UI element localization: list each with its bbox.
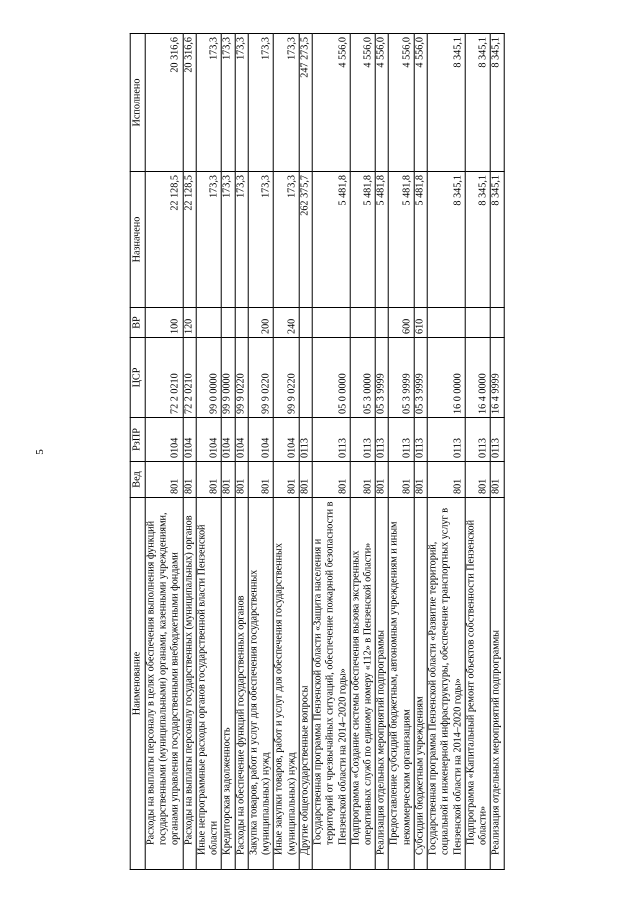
cell-executed: 4 556,0 <box>414 34 427 172</box>
cell-csr: 05 3 9999 <box>389 338 414 418</box>
table-row <box>427 34 465 870</box>
cell-vr <box>196 308 221 338</box>
cell-assigned: 173,3 <box>248 172 273 308</box>
cell-rzpr: 0113 <box>427 418 465 462</box>
cell-name: Государственная программа Пензенской области «Развитие территорий, социальной и инженерной инфраструктуры, обеспечение транспортных услуг в Пензенской области на 2014–2020 годы» <box>427 498 465 870</box>
cell-rzpr: 0113 <box>389 418 414 462</box>
cell-csr: 05 3 0000 <box>350 338 375 418</box>
table-row <box>299 34 312 870</box>
cell-vr: 600 <box>389 308 414 338</box>
cell-assigned: 8 345,1 <box>465 172 490 308</box>
budget-table <box>130 33 505 870</box>
cell-rzpr: 0113 <box>465 418 490 462</box>
cell-vr <box>350 308 375 338</box>
cell-executed: 4 556,0 <box>375 34 388 172</box>
cell-rzpr: 0113 <box>299 418 312 462</box>
cell-ved: 801 <box>183 462 196 498</box>
cell-executed: 8 345,1 <box>427 34 465 172</box>
cell-ved: 801 <box>196 462 221 498</box>
table-row <box>465 34 490 870</box>
cell-ved: 801 <box>145 462 183 498</box>
cell-csr: 72 2 0210 <box>145 338 183 418</box>
column-header-vr: ВР <box>130 308 145 338</box>
cell-assigned: 262 375,7 <box>299 172 312 308</box>
cell-executed: 173,3 <box>196 34 221 172</box>
cell-executed: 8 345,1 <box>465 34 490 172</box>
cell-ved: 801 <box>491 462 504 498</box>
cell-vr <box>235 308 248 338</box>
table-row <box>183 34 196 870</box>
cell-vr: 120 <box>183 308 196 338</box>
cell-name: Иные непрограммные расходы органов государственной власти Пензенской области <box>196 498 221 870</box>
cell-name: Предоставление субсидий бюджетным, автономным учреждениям и иным некоммерческим организациям <box>389 498 414 870</box>
cell-ved: 801 <box>235 462 248 498</box>
cell-rzpr: 0104 <box>248 418 273 462</box>
cell-assigned: 8 345,1 <box>491 172 504 308</box>
cell-ved: 801 <box>465 462 490 498</box>
cell-name: Расходы на выплаты персоналу государственных (муниципальных) органов <box>183 498 196 870</box>
page-number: 5 <box>34 449 46 455</box>
table-row <box>235 34 248 870</box>
table-row <box>222 34 235 870</box>
cell-rzpr: 0104 <box>274 418 299 462</box>
cell-executed: 8 345,1 <box>491 34 504 172</box>
cell-rzpr: 0113 <box>375 418 388 462</box>
table-row <box>312 34 350 870</box>
cell-rzpr: 0113 <box>350 418 375 462</box>
cell-assigned: 5 481,8 <box>414 172 427 308</box>
cell-assigned: 22 128,5 <box>145 172 183 308</box>
cell-ved: 801 <box>375 462 388 498</box>
cell-ved: 801 <box>248 462 273 498</box>
cell-vr <box>465 308 490 338</box>
cell-assigned: 173,3 <box>235 172 248 308</box>
cell-assigned: 173,3 <box>196 172 221 308</box>
cell-rzpr: 0104 <box>235 418 248 462</box>
cell-executed: 247 273,5 <box>299 34 312 172</box>
cell-name: Подпрограмма «Капитальный ремонт объектов собственности Пензенской области» <box>465 498 490 870</box>
cell-rzpr: 0104 <box>222 418 235 462</box>
cell-rzpr: 0104 <box>145 418 183 462</box>
cell-csr: 99 0 0000 <box>196 338 221 418</box>
column-header-assigned: Назначено <box>130 172 145 308</box>
cell-ved: 801 <box>222 462 235 498</box>
cell-assigned: 5 481,8 <box>312 172 350 308</box>
cell-csr: 16 4 0000 <box>465 338 490 418</box>
cell-ved: 801 <box>274 462 299 498</box>
document-page <box>130 34 505 870</box>
cell-ved: 801 <box>299 462 312 498</box>
cell-rzpr: 0113 <box>491 418 504 462</box>
cell-name: Подпрограмма «Создание системы обеспечения вызова экстренных оперативных служб по единому номеру «112» в Пензенской области» <box>350 498 375 870</box>
cell-name: Расходы на выплаты персоналу в целях обеспечения выполнения функций государственными (муниципальными) органами, казенными учреждениями, органами управления государственными внебюджетными фондами <box>145 498 183 870</box>
cell-name: Субсидии бюджетным учреждениям <box>414 498 427 870</box>
cell-rzpr: 0104 <box>196 418 221 462</box>
table-row <box>414 34 427 870</box>
cell-vr <box>312 308 350 338</box>
cell-assigned: 5 481,8 <box>389 172 414 308</box>
cell-assigned: 5 481,8 <box>350 172 375 308</box>
column-header-executed: Исполнено <box>130 34 145 172</box>
table-row <box>350 34 375 870</box>
column-header-rzpr: РзПР <box>130 418 145 462</box>
table-row <box>375 34 388 870</box>
cell-executed: 20 316,6 <box>145 34 183 172</box>
cell-csr <box>299 338 312 418</box>
table-header-row <box>130 34 145 870</box>
table-row <box>145 34 183 870</box>
cell-csr: 99 9 0220 <box>274 338 299 418</box>
cell-ved: 801 <box>427 462 465 498</box>
cell-ved: 801 <box>414 462 427 498</box>
cell-vr <box>427 308 465 338</box>
cell-csr: 16 0 0000 <box>427 338 465 418</box>
cell-csr: 16 4 9999 <box>491 338 504 418</box>
cell-executed: 173,3 <box>235 34 248 172</box>
table-row <box>196 34 221 870</box>
cell-ved: 801 <box>312 462 350 498</box>
cell-executed: 173,3 <box>222 34 235 172</box>
cell-vr: 100 <box>145 308 183 338</box>
column-header-name: Наименование <box>130 498 145 870</box>
cell-assigned: 22 128,5 <box>183 172 196 308</box>
cell-csr: 72 2 0210 <box>183 338 196 418</box>
cell-executed: 4 556,0 <box>389 34 414 172</box>
cell-csr: 99 9 0220 <box>248 338 273 418</box>
cell-executed: 173,3 <box>248 34 273 172</box>
cell-name: Государственная программа Пензенской области «Защита населения и территорий от чрезвычайных ситуаций, обеспечение пожарной безопасности в Пензенской области на 2014–2020 годы» <box>312 498 350 870</box>
cell-csr: 05 3 9999 <box>375 338 388 418</box>
cell-vr: 240 <box>274 308 299 338</box>
column-header-ved: Вед <box>130 462 145 498</box>
cell-executed: 173,3 <box>274 34 299 172</box>
cell-csr: 05 3 9999 <box>414 338 427 418</box>
cell-csr: 99 9 0220 <box>235 338 248 418</box>
column-header-csr: ЦСР <box>130 338 145 418</box>
cell-vr: 610 <box>414 308 427 338</box>
cell-name: Закупка товаров, работ и услуг для обеспечения государственных (муниципальных) нужд <box>248 498 273 870</box>
cell-csr: 99 9 0000 <box>222 338 235 418</box>
cell-ved: 801 <box>350 462 375 498</box>
cell-ved: 801 <box>389 462 414 498</box>
cell-assigned: 5 481,8 <box>375 172 388 308</box>
cell-rzpr: 0113 <box>414 418 427 462</box>
cell-executed: 4 556,0 <box>350 34 375 172</box>
cell-executed: 4 556,0 <box>312 34 350 172</box>
cell-assigned: 173,3 <box>274 172 299 308</box>
cell-rzpr: 0113 <box>312 418 350 462</box>
cell-vr <box>491 308 504 338</box>
cell-executed: 20 316,6 <box>183 34 196 172</box>
cell-name: Реализация отдельных мероприятий подпрограммы <box>375 498 388 870</box>
cell-name: Реализация отдельных мероприятий подпрограммы <box>491 498 504 870</box>
cell-vr <box>299 308 312 338</box>
table-row <box>274 34 299 870</box>
cell-assigned: 8 345,1 <box>427 172 465 308</box>
cell-assigned: 173,3 <box>222 172 235 308</box>
cell-name: Другие общегосударственные вопросы <box>299 498 312 870</box>
cell-rzpr: 0104 <box>183 418 196 462</box>
cell-vr <box>375 308 388 338</box>
cell-vr <box>222 308 235 338</box>
cell-name: Расходы на обеспечение функций государственных органов <box>235 498 248 870</box>
cell-csr: 05 0 0000 <box>312 338 350 418</box>
cell-name: Иные закупки товаров, работ и услуг для обеспечения государственных (муниципальных) нужд <box>274 498 299 870</box>
table-row <box>248 34 273 870</box>
table-row <box>389 34 414 870</box>
cell-vr: 200 <box>248 308 273 338</box>
cell-name: Кредиторская задолженность <box>222 498 235 870</box>
table-row <box>491 34 504 870</box>
